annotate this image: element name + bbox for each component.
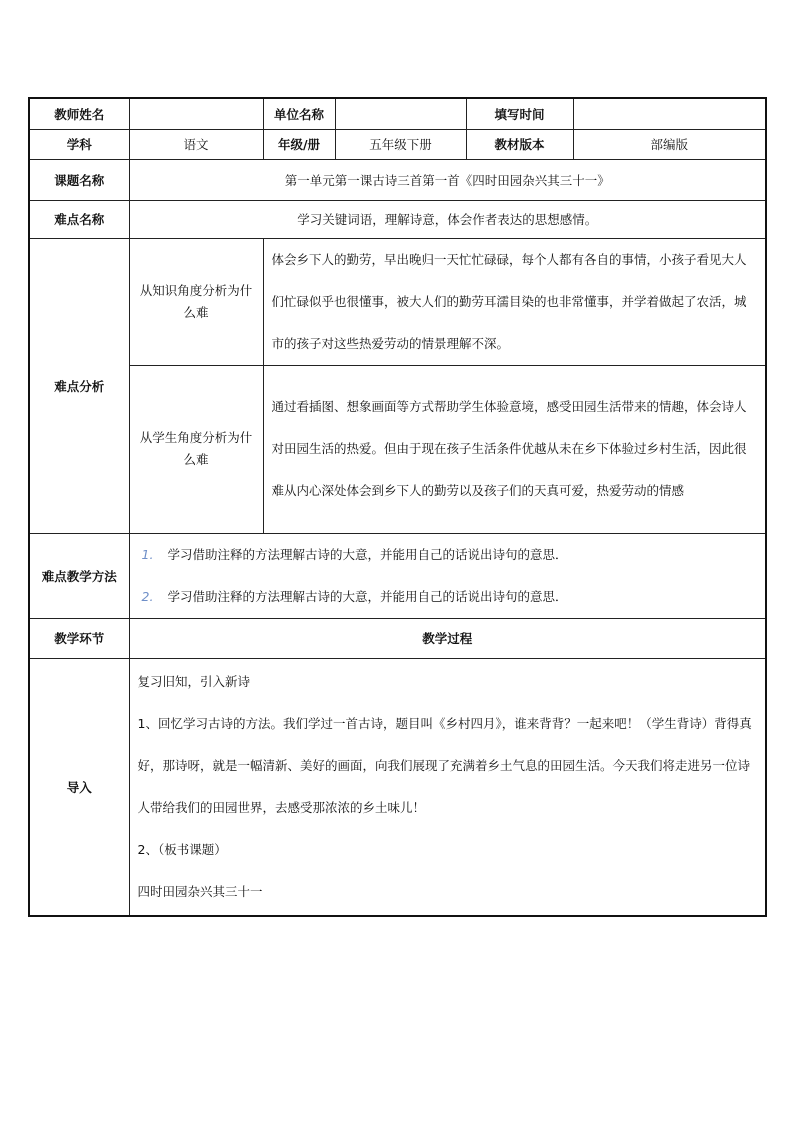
lesson-title-label: 课题名称 — [29, 159, 129, 200]
intro-paragraph: 1、回忆学习古诗的方法。我们学过一首古诗，题目叫《乡村四月》，谁来背背？一起来吧！（学生背诗）背得真好，那诗呀，就是一幅清新、美好的画面，向我们展现了充满着乡土气息的田园生活。今天我们将走进另一位诗人带给我们的田园世界，去感受那浓浓的乡土味儿！ — [137, 715, 752, 815]
student-angle-label: 从学生角度分析为什么难 — [129, 365, 263, 533]
intro-label: 导入 — [29, 658, 129, 916]
unit-name-value[interactable] — [335, 98, 466, 129]
method-item — [138, 576, 758, 618]
method-item-number: 2. — [141, 588, 154, 604]
teaching-method-list — [129, 533, 766, 618]
difficulty-analysis-label: 难点分析 — [29, 238, 129, 533]
grade-value: 五年级下册 — [335, 129, 466, 159]
knowledge-angle-text: 体会乡下人的勤劳，早出晚归一天忙忙碌碌，每个人都有各自的事情，小孩子看见大人们忙碌似乎也很懂事，被大人们的勤劳耳濡目染的也非常懂事，并学着做起了农活，城市的孩子对这些热爱劳动的情景理解不深。 — [263, 238, 766, 365]
fill-date-value[interactable] — [573, 98, 766, 129]
method-item-text: 学习借助注释的方法理解古诗的大意，并能用自己的话说出诗句的意思． — [167, 588, 568, 604]
teaching-process-label: 教学过程 — [129, 618, 766, 658]
grade-label: 年级/册 — [263, 129, 335, 159]
student-angle-text: 通过看插图、想象画面等方式帮助学生体验意境，感受田园生活带来的情趣，体会诗人对田园生活的热爱。但由于现在孩子生活条件优越从未在乡下体验过乡村生活，因此很难从内心深处体会到乡下人的勤劳以及孩子们的天真可爱，热爱劳动的情感 — [263, 365, 766, 533]
lesson-plan-page — [28, 97, 765, 917]
edition-value: 部编版 — [573, 129, 766, 159]
teacher-name-value[interactable] — [129, 98, 263, 129]
edition-label: 教材版本 — [466, 129, 573, 159]
knowledge-angle-label: 从知识角度分析为什么难 — [129, 238, 263, 365]
intro-paragraph: 2、（板书课题） — [137, 841, 227, 857]
subject-value: 语文 — [129, 129, 263, 159]
teaching-stage-label: 教学环节 — [29, 618, 129, 658]
subject-label: 学科 — [29, 129, 129, 159]
lesson-title-value: 第一单元第一课古诗三首第一首《四时田园杂兴其三十一》 — [129, 159, 766, 200]
method-item-number: 1. — [141, 546, 154, 562]
method-item — [138, 534, 758, 576]
intro-content — [129, 658, 766, 916]
difficulty-name-label: 难点名称 — [29, 200, 129, 238]
teaching-method-label: 难点教学方法 — [29, 533, 129, 618]
intro-paragraph: 复习旧知，引入新诗 — [137, 673, 251, 689]
fill-date-label: 填写时间 — [466, 98, 573, 129]
intro-paragraph: 四时田园杂兴其三十一 — [137, 883, 263, 899]
lesson-plan-table — [28, 97, 767, 917]
teacher-name-label: 教师姓名 — [29, 98, 129, 129]
difficulty-name-value: 学习关键词语，理解诗意，体会作者表达的思想感情。 — [129, 200, 766, 238]
unit-name-label: 单位名称 — [263, 98, 335, 129]
method-item-text: 学习借助注释的方法理解古诗的大意，并能用自己的话说出诗句的意思． — [167, 546, 568, 562]
